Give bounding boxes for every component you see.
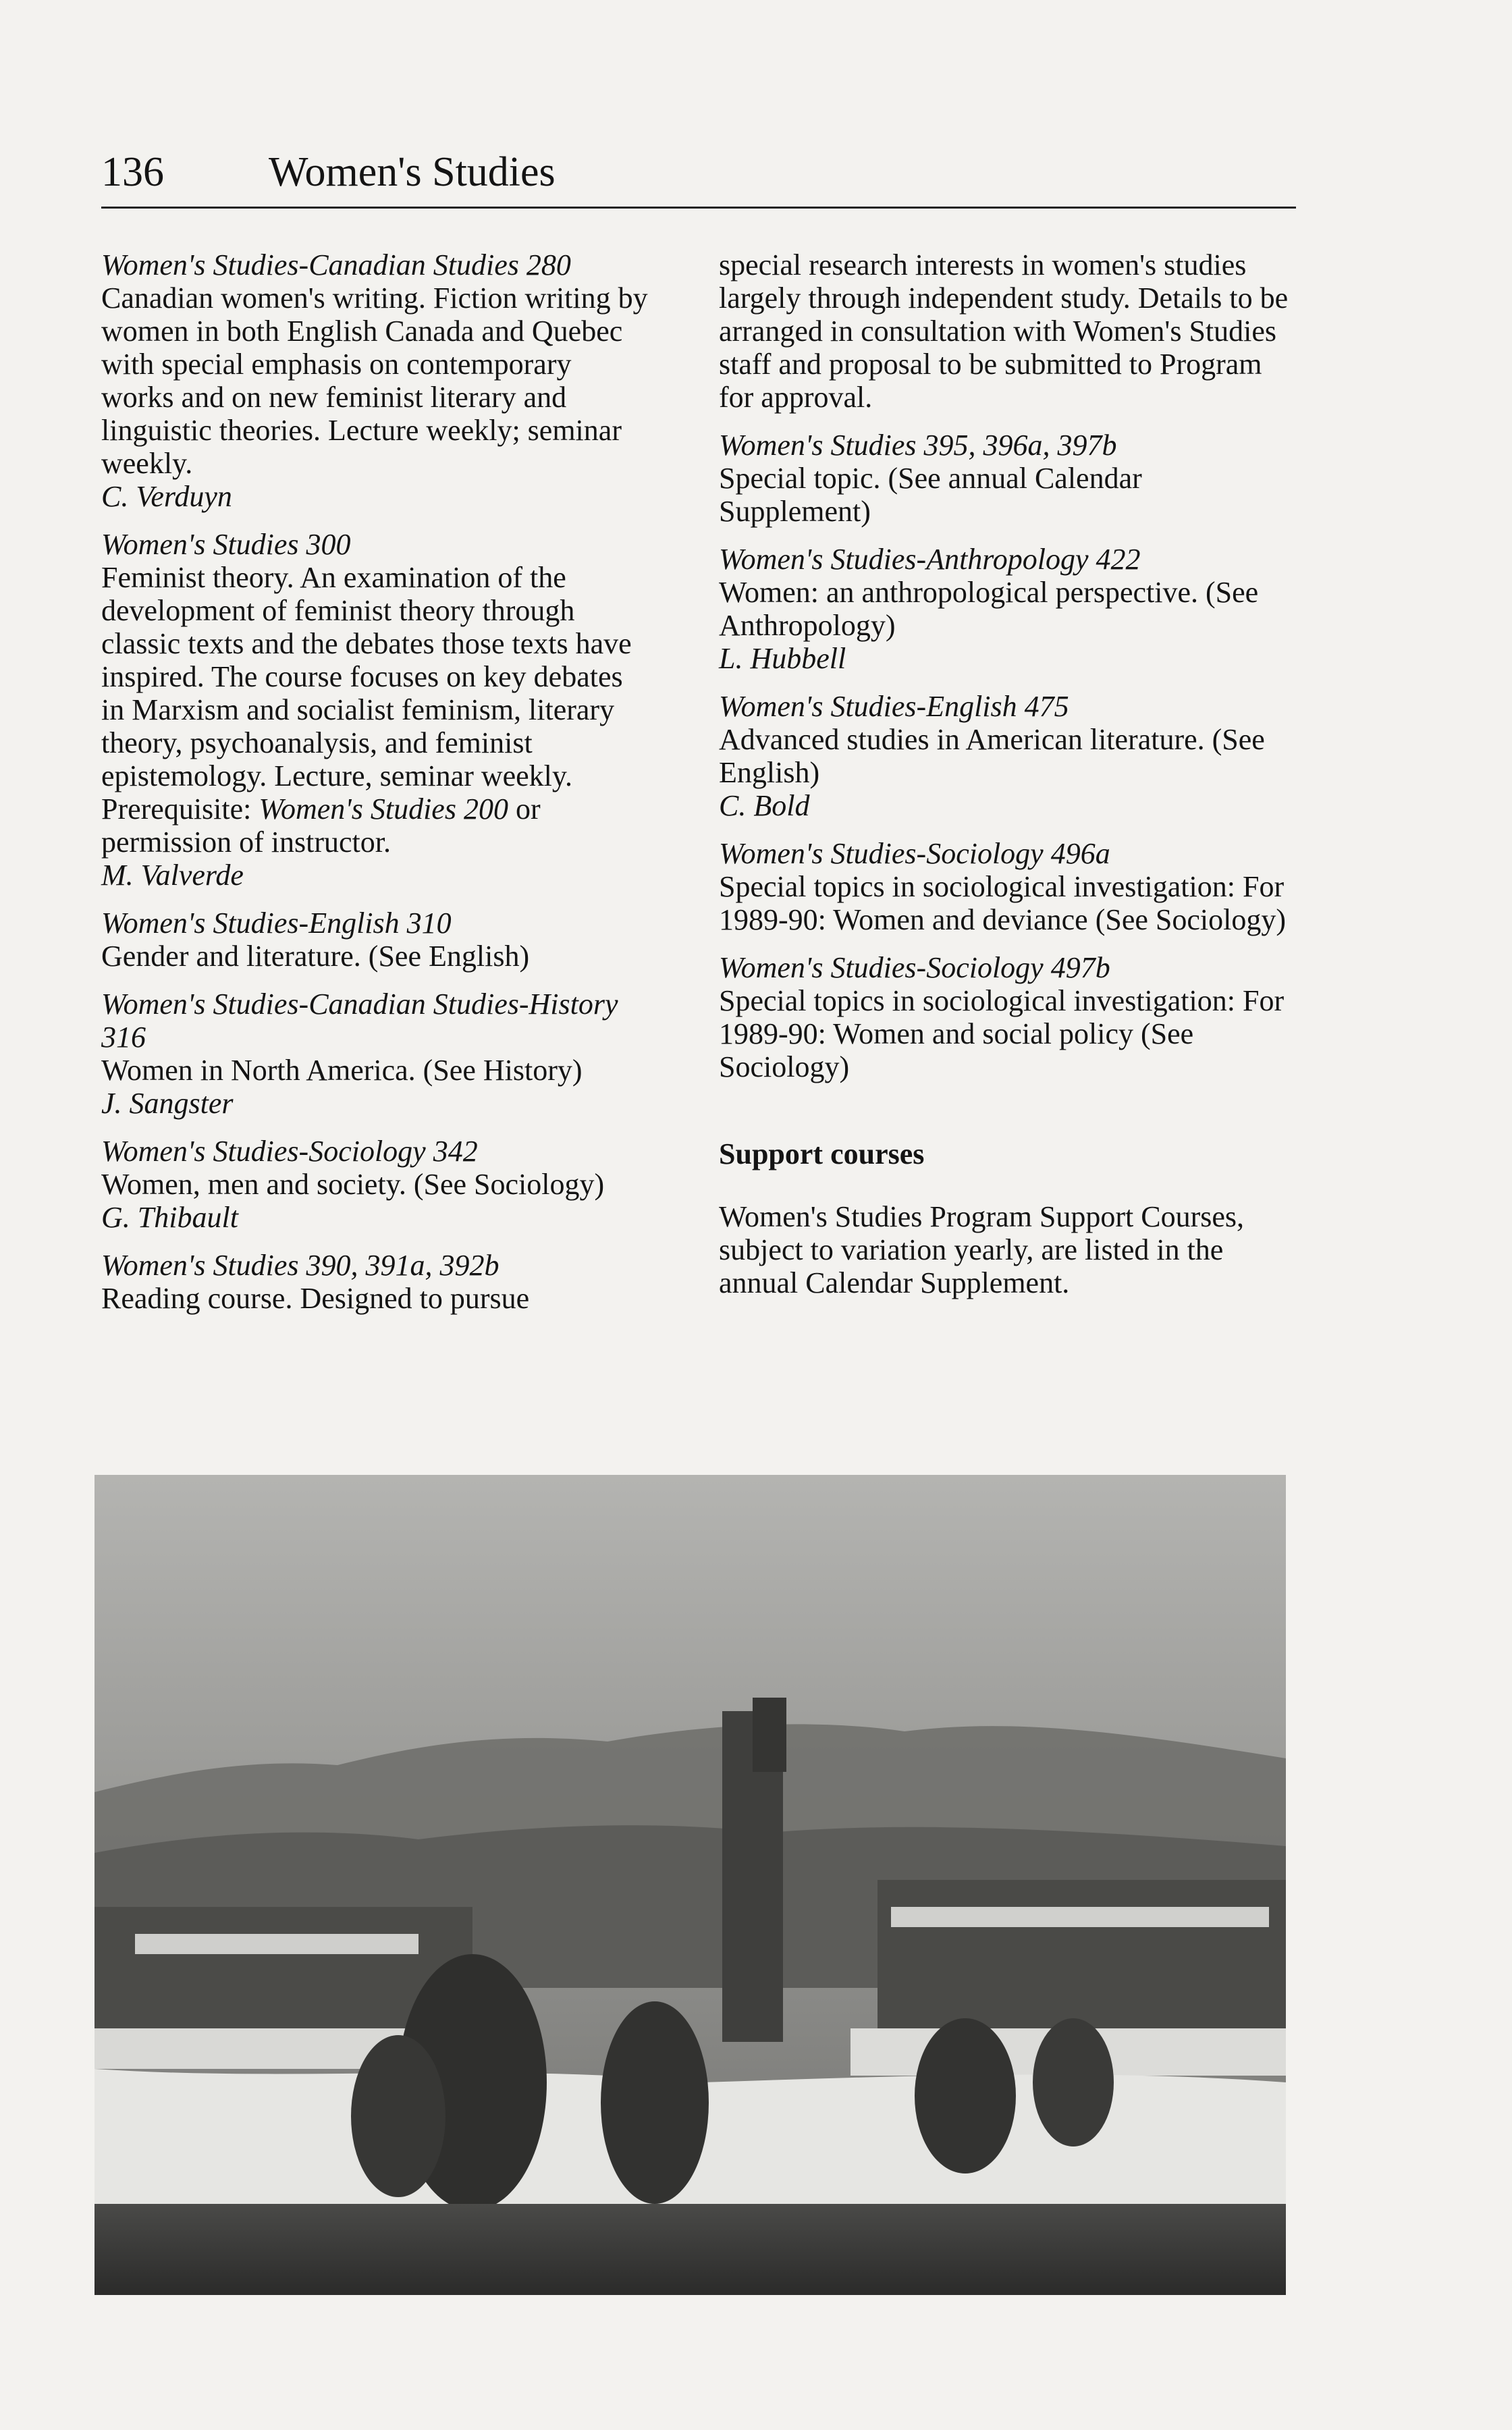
course-entry	[101, 1135, 649, 1234]
course-entry	[101, 988, 649, 1120]
course-entry	[101, 1249, 649, 1315]
course-entry	[101, 528, 649, 892]
course-entry	[719, 690, 1293, 822]
course-description: Advanced studies in American literature. (See English)	[719, 723, 1265, 789]
course-description: Special topics in sociological investigation: For 1989-90: Women and deviance (See Sociology)	[719, 870, 1286, 936]
course-description: Women: an anthropological perspective. (See Anthropology)	[719, 576, 1259, 642]
left-column	[101, 248, 649, 1330]
course-entry	[719, 951, 1293, 1083]
campus-photo	[94, 1475, 1286, 2295]
course-description: Feminist theory. An examination of the development of feminist theory through classic texts and the debates those texts have inspired. The course focuses on key debates in Marxism and socialist feminism, literary theory, psychoanalysis, and feminist epistemology. Lecture, seminar weekly. Prerequisite: Women's Studies 200 or permission of instructor.	[101, 561, 632, 859]
support-courses-heading: Support courses	[719, 1137, 925, 1170]
course-entry	[101, 248, 649, 513]
course-title: Women's Studies 390, 391a, 392b	[101, 1249, 500, 1282]
course-instructor: C. Verduyn	[101, 480, 232, 513]
course-title: Women's Studies-Sociology 496a	[719, 837, 1110, 870]
campus-photo-illustration	[94, 1475, 1286, 2295]
course-title: Women's Studies-English 475	[719, 690, 1069, 723]
right-column	[719, 248, 1293, 1329]
page-header	[101, 138, 1303, 206]
support-courses-text: Women's Studies Program Support Courses, subject to variation yearly, are listed in the annual Calendar Supplement.	[719, 1200, 1245, 1299]
section-title: Women's Studies	[269, 149, 556, 195]
course-entry	[101, 907, 649, 973]
course-title: Women's Studies-Sociology 497b	[719, 951, 1110, 984]
course-description: Reading course. Designed to pursue	[101, 1282, 530, 1315]
course-title: Women's Studies-English 310	[101, 907, 452, 940]
prerequisite-course: Women's Studies 200	[259, 792, 508, 826]
course-description: Women, men and society. (See Sociology)	[101, 1168, 605, 1201]
course-description: Special topic. (See annual Calendar Supplement)	[719, 462, 1142, 528]
course-title: Women's Studies 300	[101, 528, 351, 561]
course-description: Special topics in sociological investigation: For 1989-90: Women and social policy (See Sociology)	[719, 984, 1285, 1083]
course-entry	[719, 837, 1293, 936]
course-continuation	[719, 248, 1293, 414]
course-title: Women's Studies-Sociology 342	[101, 1135, 478, 1168]
course-instructor: M. Valverde	[101, 859, 244, 892]
course-entry	[719, 543, 1293, 675]
course-title: Women's Studies 395, 396a, 397b	[719, 429, 1117, 462]
course-description: special research interests in women's studies largely through independent study. Details to be arranged in consultation with Women's Studies staff and proposal to be submitted to Program for approval.	[719, 248, 1289, 414]
course-title: Women's Studies-Canadian Studies-History 316	[101, 988, 618, 1054]
course-title: Women's Studies-Anthropology 422	[719, 543, 1141, 576]
course-description: Women in North America. (See History)	[101, 1054, 583, 1087]
course-instructor: J. Sangster	[101, 1087, 234, 1120]
header-rule	[101, 207, 1296, 209]
course-instructor: C. Bold	[719, 789, 810, 822]
course-instructor: G. Thibault	[101, 1201, 238, 1234]
course-description: Gender and literature. (See English)	[101, 940, 530, 973]
course-description: Canadian women's writing. Fiction writing by women in both English Canada and Quebec with special emphasis on contemporary works and on new feminist literary and linguistic theories. Lecture weekly; seminar weekly.	[101, 281, 648, 480]
course-instructor: L. Hubbell	[719, 642, 846, 675]
page-number: 136	[101, 149, 164, 195]
course-title: Women's Studies-Canadian Studies 280	[101, 248, 571, 281]
course-entry	[719, 429, 1293, 528]
